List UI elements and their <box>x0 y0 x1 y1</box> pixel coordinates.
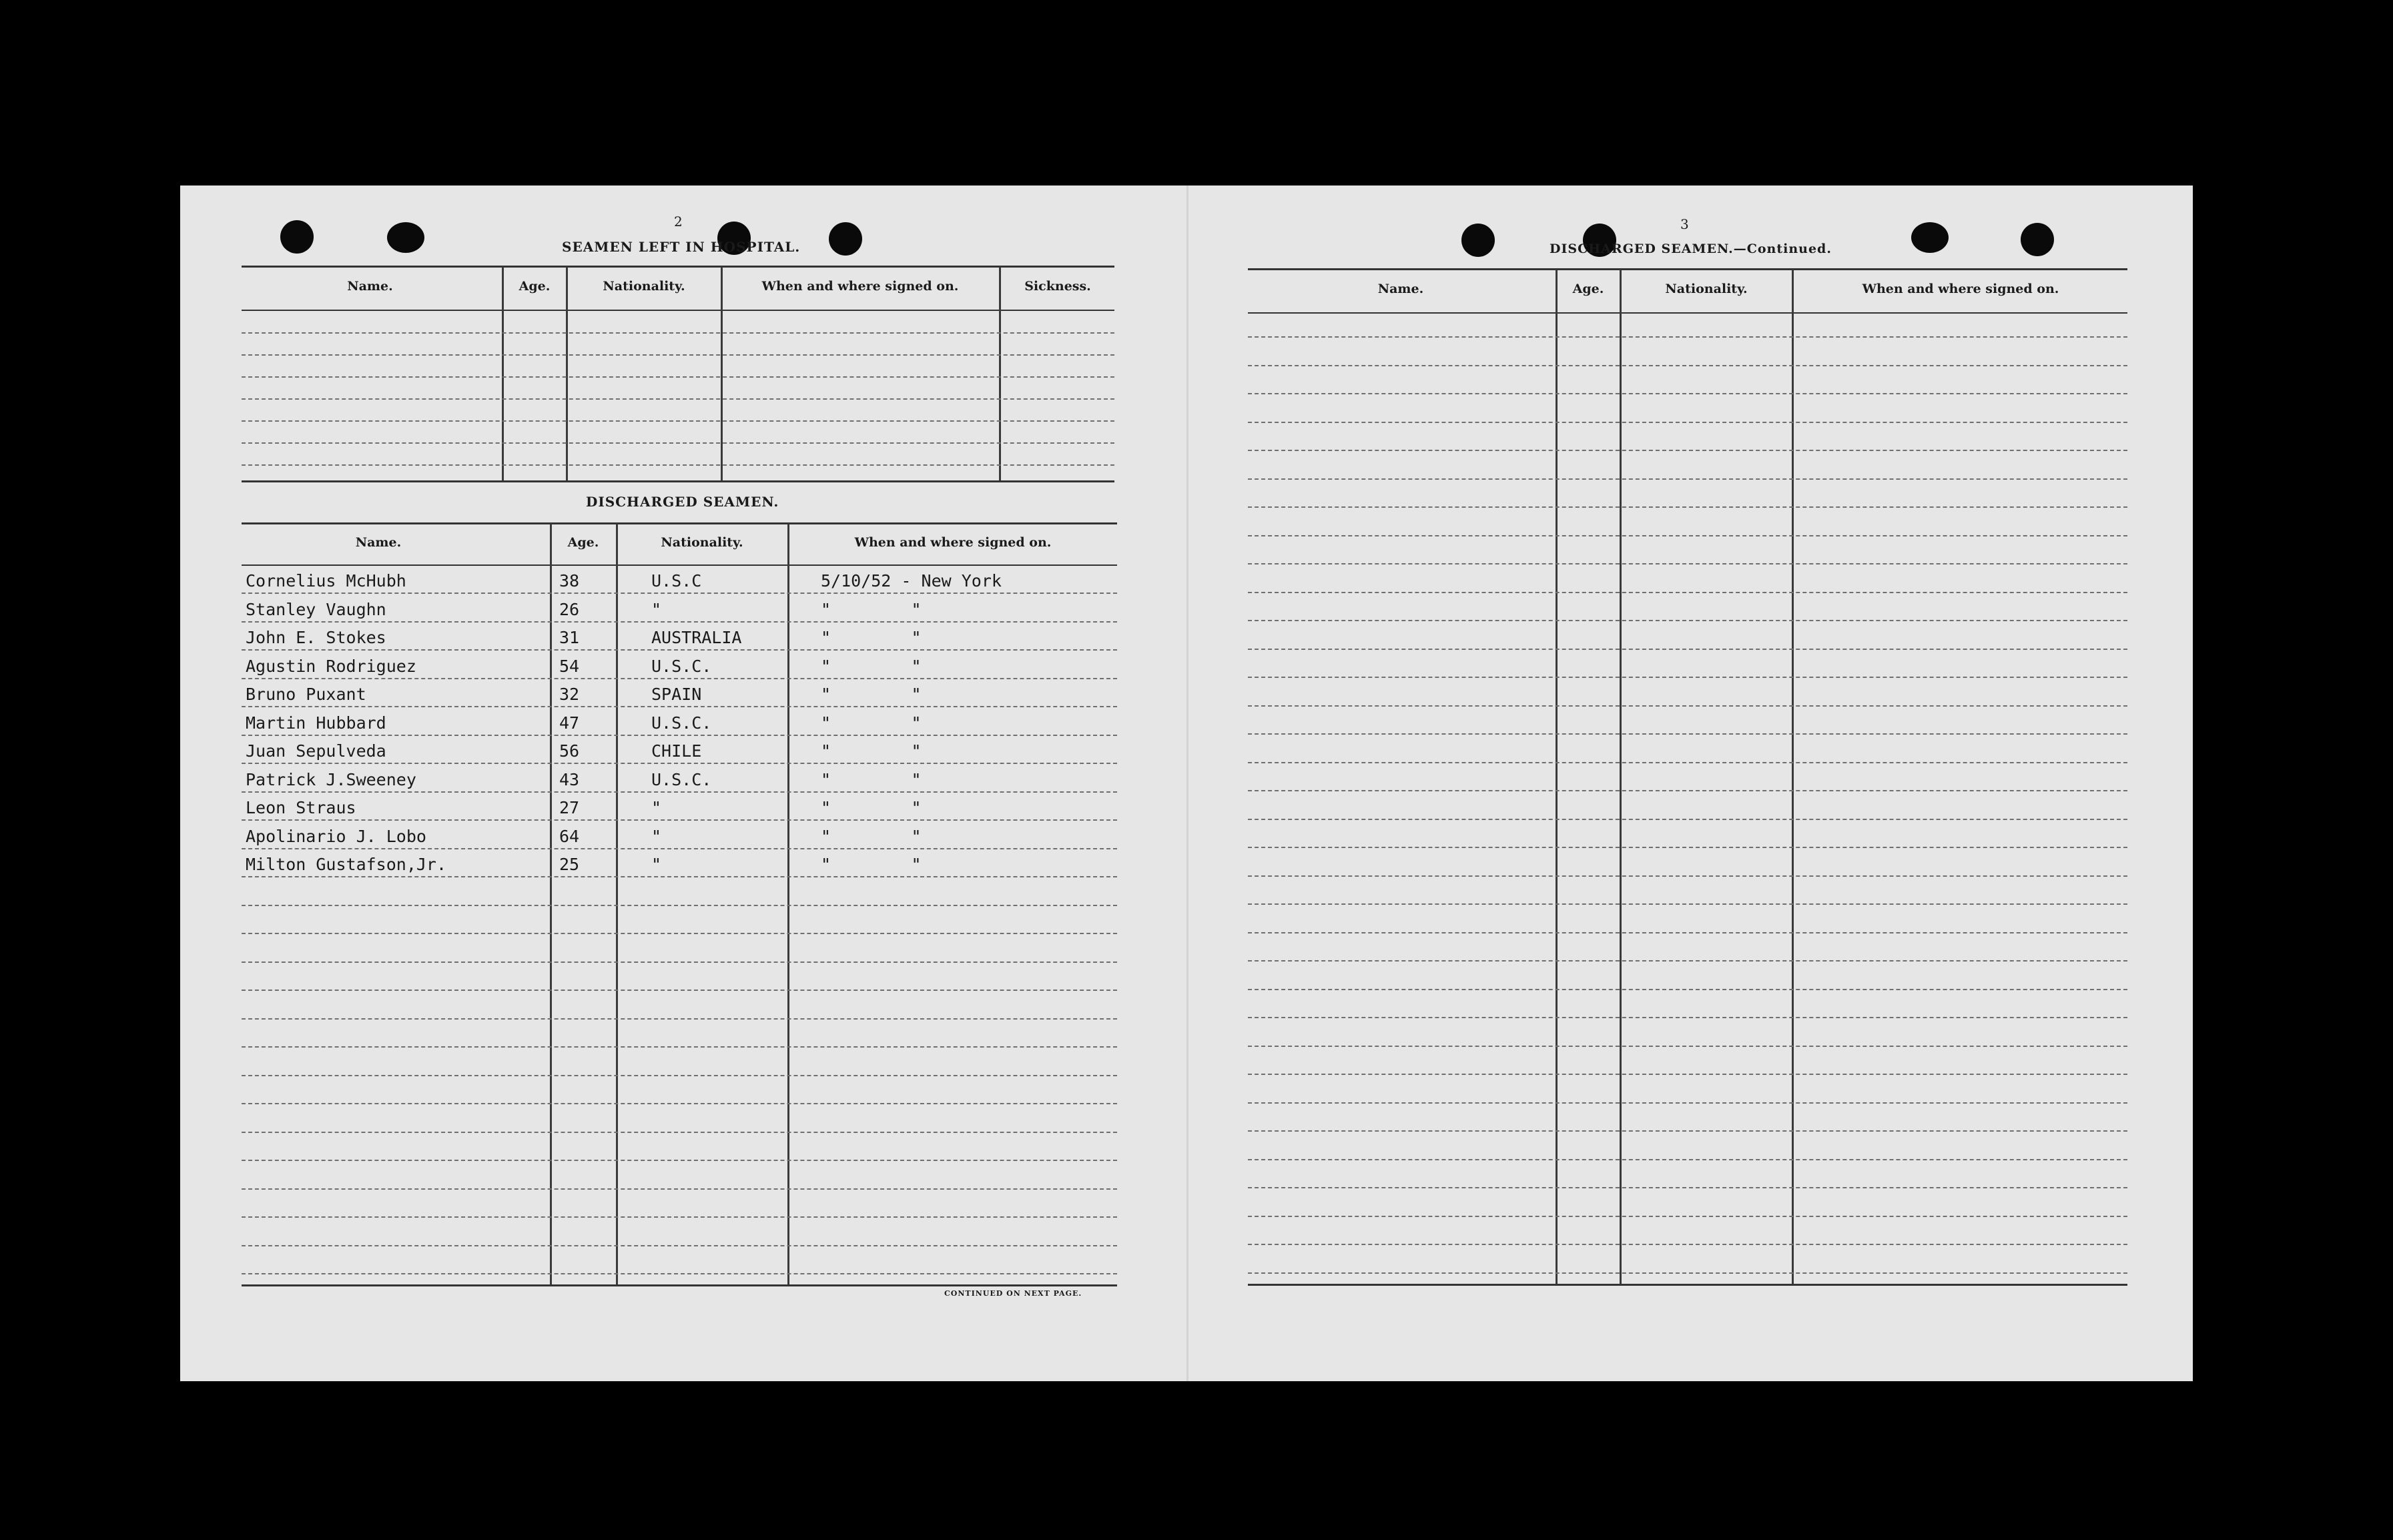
seaman-signed-on: " " <box>821 713 922 733</box>
seaman-age: 25 <box>559 855 580 874</box>
seaman-age: 56 <box>559 741 580 761</box>
continued-row-line <box>1248 705 2127 707</box>
seaman-age: 64 <box>559 827 580 846</box>
continued-row-line <box>1248 1187 2127 1188</box>
discharged-row-line <box>242 990 1117 991</box>
punch-hole <box>387 222 424 253</box>
discharged-row-line <box>242 1245 1117 1246</box>
right-header-signed-on: When and where signed on. <box>1862 282 2059 296</box>
seaman-signed-on: " " <box>821 855 922 874</box>
right-page-number: 3 <box>1680 216 1689 232</box>
continued-row-line <box>1248 1130 2127 1132</box>
continued-row-line <box>1248 903 2127 905</box>
discharged-row-line <box>242 791 1117 793</box>
left-page-number: 2 <box>674 214 683 230</box>
punch-hole <box>280 220 314 254</box>
continued-row-line <box>1248 336 2127 338</box>
seaman-signed-on: " " <box>821 741 922 761</box>
discharged-header-name: Name. <box>355 535 402 550</box>
continued-row-line <box>1248 989 2127 990</box>
hospital-header-name: Name. <box>347 279 393 294</box>
discharged-header-age: Age. <box>567 535 599 550</box>
punch-hole <box>1911 222 1949 253</box>
discharged-row-line <box>242 735 1117 736</box>
seaman-age: 26 <box>559 600 580 619</box>
discharged-table-bottom-rule <box>242 1284 1117 1286</box>
seaman-age: 54 <box>559 657 580 676</box>
continued-row-line <box>1248 847 2127 848</box>
seaman-name: Martin Hubbard <box>246 713 386 733</box>
discharged-row-line <box>242 876 1117 877</box>
seaman-name: Milton Gustafson,Jr. <box>246 855 447 874</box>
seaman-signed-on: " " <box>821 827 922 846</box>
continued-row-line <box>1248 875 2127 877</box>
discharged-row-line <box>242 1160 1117 1161</box>
discharged-row-line <box>242 1018 1117 1020</box>
seaman-age: 43 <box>559 770 580 789</box>
discharged-row-line <box>242 1188 1117 1190</box>
discharged-row-line <box>242 1216 1117 1218</box>
hospital-row-line <box>242 332 1114 334</box>
right-header-name: Name. <box>1377 282 1424 296</box>
hospital-row-line <box>242 354 1114 356</box>
seaman-nationality: " <box>651 600 662 619</box>
seaman-signed-on: " " <box>821 657 922 676</box>
seaman-nationality: " <box>651 855 662 874</box>
right-header-age: Age. <box>1572 282 1604 296</box>
seaman-nationality: AUSTRALIA <box>651 628 742 647</box>
continued-row-line <box>1248 478 2127 480</box>
discharged-row-line <box>242 848 1117 849</box>
continued-row-line <box>1248 1046 2127 1047</box>
continued-section-title: DISCHARGED SEAMEN.—Continued. <box>1550 242 1832 256</box>
seaman-nationality: U.S.C. <box>651 657 712 676</box>
hospital-row-line <box>242 376 1114 378</box>
hospital-header-nationality: Nationality. <box>603 279 685 294</box>
continued-row-line <box>1248 1159 2127 1160</box>
continued-row-line <box>1248 1216 2127 1217</box>
seaman-name: Juan Sepulveda <box>246 741 386 761</box>
continued-row-line <box>1248 535 2127 536</box>
seaman-nationality: U.S.C. <box>651 713 712 733</box>
discharged-row-line <box>242 1046 1117 1048</box>
seaman-age: 38 <box>559 571 580 591</box>
discharged-column-divider <box>787 524 789 1284</box>
discharged-row-line <box>242 621 1117 623</box>
discharged-header-nationality: Nationality. <box>661 535 743 550</box>
continued-row-line <box>1248 393 2127 394</box>
discharged-row-line <box>242 706 1117 707</box>
hospital-table-top-rule <box>242 266 1114 268</box>
continued-row-line <box>1248 762 2127 763</box>
seaman-signed-on: " " <box>821 600 922 619</box>
right-table-header-rule <box>1248 312 2127 314</box>
discharged-row-line <box>242 593 1117 594</box>
continued-row-line <box>1248 960 2127 961</box>
hospital-column-divider <box>502 267 504 480</box>
continued-row-line <box>1248 450 2127 451</box>
continued-note: CONTINUED ON NEXT PAGE. <box>944 1289 1082 1298</box>
continued-row-line <box>1248 1074 2127 1075</box>
discharged-row-line <box>242 961 1117 963</box>
discharged-table-header-rule <box>242 564 1117 566</box>
discharged-row-line <box>242 1132 1117 1133</box>
hospital-column-divider <box>566 267 568 480</box>
hospital-row-line <box>242 464 1114 466</box>
hospital-row-line <box>242 420 1114 422</box>
seaman-age: 32 <box>559 685 580 704</box>
seaman-name: Agustin Rodriguez <box>246 657 416 676</box>
punch-hole <box>2021 223 2054 256</box>
right-header-nationality: Nationality. <box>1665 282 1748 296</box>
discharged-row-line <box>242 1103 1117 1104</box>
hospital-column-divider <box>721 267 723 480</box>
continued-row-line <box>1248 1102 2127 1104</box>
right-table-top-rule <box>1248 268 2127 270</box>
continued-row-line <box>1248 677 2127 678</box>
continued-row-line <box>1248 563 2127 564</box>
seaman-signed-on: " " <box>821 685 922 704</box>
seaman-signed-on: " " <box>821 770 922 789</box>
continued-row-line <box>1248 620 2127 621</box>
continued-row-line <box>1248 733 2127 735</box>
seaman-name: Bruno Puxant <box>246 685 366 704</box>
hospital-table-header-rule <box>242 310 1114 311</box>
continued-row-line <box>1248 506 2127 508</box>
continued-row-line <box>1248 1244 2127 1245</box>
discharged-table-top-rule <box>242 522 1117 524</box>
continued-row-line <box>1248 365 2127 366</box>
seaman-age: 27 <box>559 798 580 817</box>
seaman-nationality: " <box>651 798 662 817</box>
seaman-signed-on: " " <box>821 798 922 817</box>
discharged-section-title: DISCHARGED SEAMEN. <box>586 494 779 510</box>
hospital-row-line <box>242 398 1114 400</box>
continued-row-line <box>1248 592 2127 593</box>
punch-hole <box>1461 224 1495 257</box>
discharged-row-line <box>242 678 1117 679</box>
seaman-name: Patrick J.Sweeney <box>246 770 416 789</box>
seaman-signed-on: " " <box>821 628 922 647</box>
seaman-name: Leon Straus <box>246 798 356 817</box>
seaman-age: 47 <box>559 713 580 733</box>
punch-hole <box>829 222 862 256</box>
discharged-header-signed-on: When and where signed on. <box>854 535 1052 550</box>
seaman-nationality: SPAIN <box>651 685 702 704</box>
seaman-nationality: U.S.C <box>651 571 702 591</box>
hospital-table-bottom-rule <box>242 480 1114 482</box>
seaman-name: Apolinario J. Lobo <box>246 827 426 846</box>
seaman-nationality: CHILE <box>651 741 702 761</box>
hospital-section-title: SEAMEN LEFT IN HOSPITAL. <box>562 239 801 255</box>
seaman-nationality: " <box>651 827 662 846</box>
continued-row-line <box>1248 932 2127 933</box>
seaman-signed-on: 5/10/52 - New York <box>821 571 1002 591</box>
hospital-column-divider <box>999 267 1001 480</box>
seaman-age: 31 <box>559 628 580 647</box>
continued-row-line <box>1248 1272 2127 1274</box>
discharged-row-line <box>242 933 1117 934</box>
discharged-row-line <box>242 819 1117 821</box>
discharged-row-line <box>242 649 1117 651</box>
hospital-header-sickness: Sickness. <box>1024 279 1091 294</box>
seaman-nationality: U.S.C. <box>651 770 712 789</box>
continued-row-line <box>1248 649 2127 650</box>
seaman-name: Stanley Vaughn <box>246 600 386 619</box>
continued-row-line <box>1248 422 2127 423</box>
discharged-column-divider <box>616 524 618 1284</box>
page-fold <box>1186 185 1188 1381</box>
discharged-row-line <box>242 763 1117 764</box>
discharged-row-line <box>242 1075 1117 1076</box>
hospital-row-line <box>242 442 1114 444</box>
seaman-name: Cornelius McHubh <box>246 571 406 591</box>
discharged-row-line <box>242 1273 1117 1274</box>
hospital-header-age: Age. <box>519 279 551 294</box>
discharged-row-line <box>242 905 1117 906</box>
document-sheet <box>180 185 2193 1381</box>
continued-row-line <box>1248 790 2127 791</box>
continued-row-line <box>1248 1017 2127 1018</box>
right-table-bottom-rule <box>1248 1284 2127 1286</box>
seaman-name: John E. Stokes <box>246 628 386 647</box>
continued-row-line <box>1248 819 2127 820</box>
hospital-header-signed-on: When and where signed on. <box>761 279 959 294</box>
discharged-column-divider <box>550 524 552 1284</box>
